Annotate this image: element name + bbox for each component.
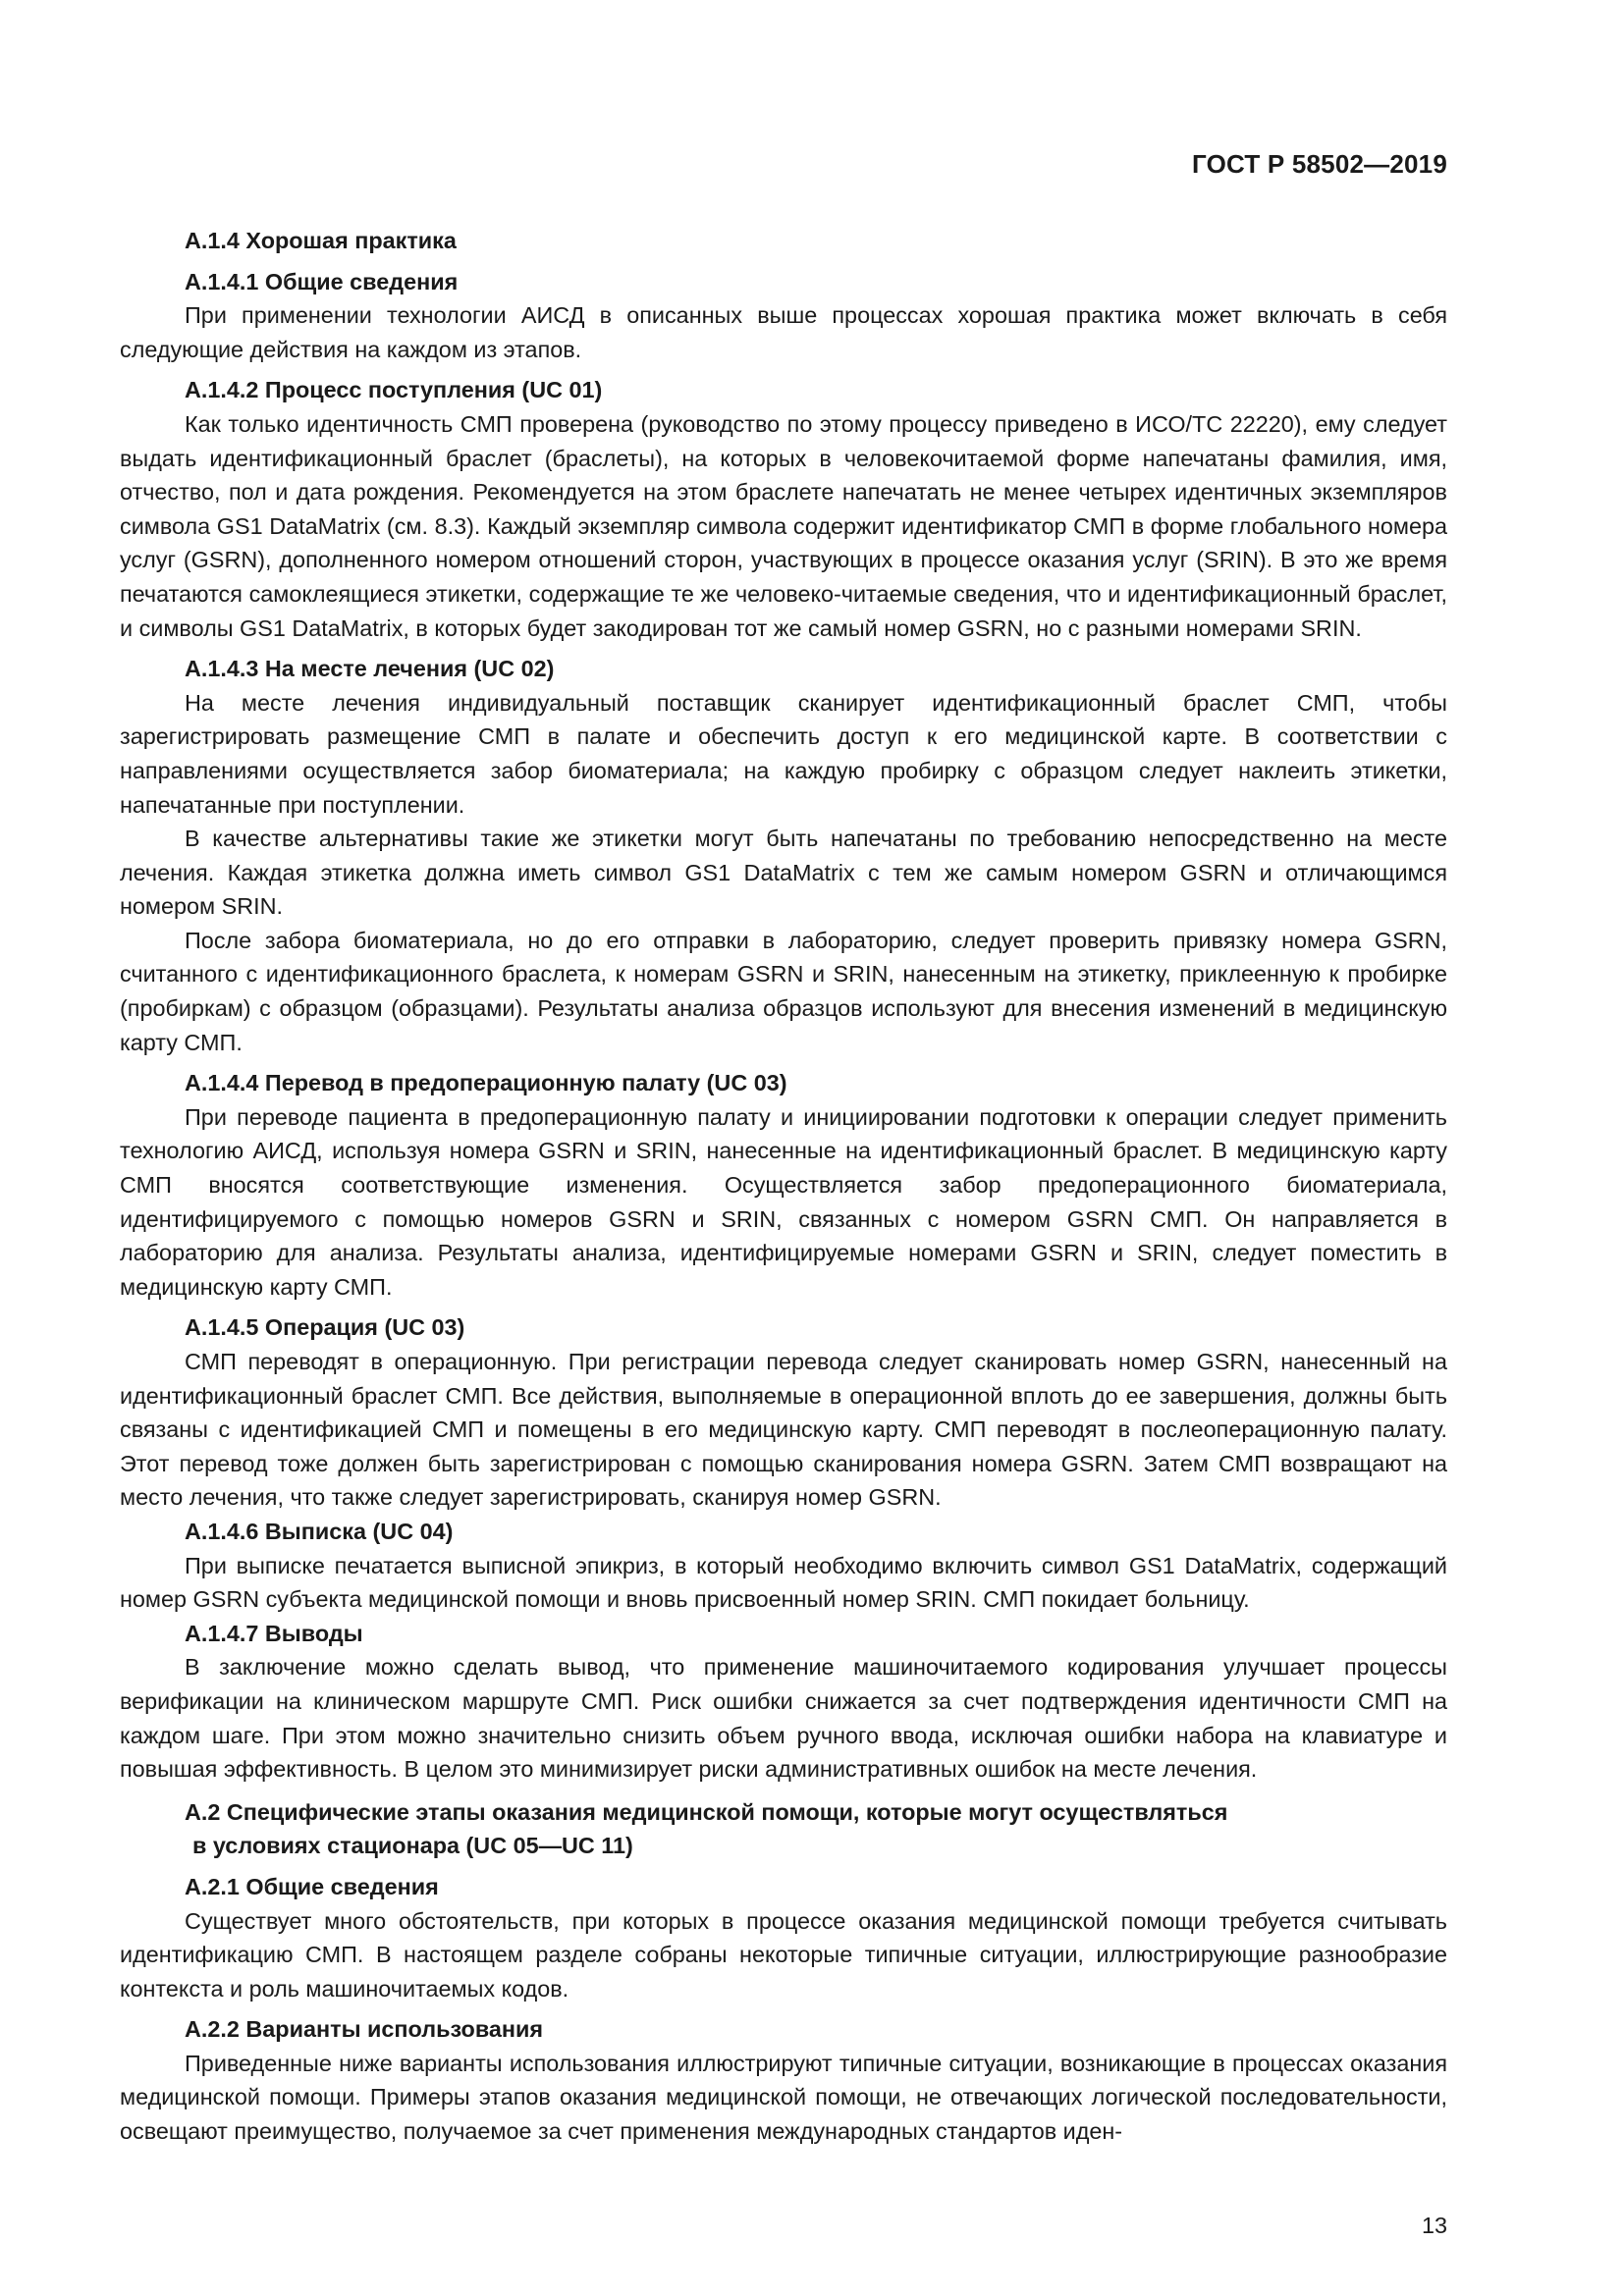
body-paragraph: Как только идентичность СМП проверена (руководство по этому процессу приведено в ИСО/ТС 22220), ему следует выдать идентификационный браслет (браслеты), на которых в человекочитаемой форме напечатаны фамилия, имя, отчество, пол и дата рождения. Рекомендуется на этом браслете напечатать не менее четырех идентичных экземпляров символа GS1 DataMatrix (см. 8.3). Каждый экземпляр символа содержит идентификатор СМП в форме глобального номера услуг (GSRN), дополненного номером отношений сторон, участвующих в процессе оказания услуг (SRIN). В это же время печатаются самоклеящиеся этикетки, содержащие те же человеко-читаемые сведения, что и идентификационный браслет, и символы GS1 DataMatrix, в которых будет закодирован тот же самый номер GSRN, но с разными номерами SRIN.	[120, 410, 1447, 641]
document-body	[120, 224, 1447, 2149]
body-paragraph: Существует много обстоятельств, при которых в процессе оказания медицинской помощи требуется считывать идентификацию СМП. В настоящем разделе собраны некоторые типичные ситуации, иллюстрирующие разнообразие контекста и роль машиночитаемых кодов.	[120, 1907, 1447, 2002]
body-paragraph: При применении технологии АИСД в описанных выше процессах хорошая практика может включать в себя следующие действия на каждом из этапов.	[120, 302, 1447, 362]
section-heading: А.1.4.7 Выводы	[185, 1620, 363, 1646]
body-paragraph: При выписке печатается выписной эпикриз, в который необходимо включить символ GS1 DataMatrix, содержащий номер GSRN субъекта медицинской помощи и вновь присвоенный номер SRIN. СМП покидает больницу.	[120, 1552, 1447, 1613]
section-heading: А.2.2 Варианты использования	[185, 2016, 544, 2043]
section-heading: А.1.4.2 Процесс поступления (UC 01)	[185, 377, 603, 403]
body-paragraph: Приведенные ниже варианты использования иллюстрируют типичные ситуации, возникающие в процессах оказания медицинской помощи. Примеры этапов оказания медицинской помощи, не отвечающих логической последовательности, освещают преимущество, получаемое за счет применения международных стандартов иден-	[120, 2050, 1447, 2145]
body-paragraph: СМП переводят в операционную. При регистрации перевода следует сканировать номер GSRN, нанесенный на идентификационный браслет СМП. Все действия, выполняемые в операционной вплоть до ее завершения, должны быть связаны с идентификацией СМП и помещены в его медицинскую карту. СМП переводят в послеоперационную палату. Этот перевод тоже должен быть зарегистрирован с помощью сканирования номера GSRN. Затем СМП возвращают на место лечения, что также следует зарегистрировать, сканируя номер GSRN.	[120, 1349, 1447, 1511]
body-paragraph: В качестве альтернативы такие же этикетки могут быть напечатаны по требованию непосредственно на месте лечения. Каждая этикетка должна иметь символ GS1 DataMatrix с тем же самым номером GSRN и отличающимся номером SRIN.	[120, 826, 1447, 920]
major-heading-line-1: А.2 Специфические этапы оказания медицинской помощи, которые могут осуществляться	[185, 1798, 1228, 1825]
page-number: 13	[1421, 2213, 1447, 2238]
body-paragraph: После забора биоматериала, но до его отправки в лабораторию, следует проверить привязку номера GSRN, считанного с идентификационного браслета, к номерам GSRN и SRIN, нанесенным на этикетку, приклеенную к пробирке (пробиркам) с образцом (образцами). Результаты анализа образцов используют для внесения изменений в медицинскую карту СМП.	[120, 927, 1447, 1055]
section-heading: А.1.4.1 Общие сведения	[185, 268, 459, 294]
document-standard-code: ГОСТ Р 58502—2019	[1192, 149, 1447, 179]
body-paragraph: При переводе пациента в предоперационную палату и инициировании подготовки к операции следует применить технологию АИСД, используя номера GSRN и SRIN, нанесенные на идентификационный браслет. В медицинскую карту СМП вносятся соответствующие изменения. Осуществляется забор предоперационного биоматериала, идентифицируемого с помощью номеров GSRN и SRIN, связанных с номером GSRN СМП. Он направляется в лабораторию для анализа. Результаты анализа, идентифицируемые номерами GSRN и SRIN, следует поместить в медицинскую карту СМП.	[120, 1103, 1447, 1300]
section-heading: А.1.4.5 Операция (UC 03)	[185, 1314, 465, 1341]
section-heading: А.1.4.6 Выписка (UC 04)	[185, 1518, 454, 1544]
section-heading: А.1.4.4 Перевод в предоперационную палату (UC 03)	[185, 1070, 787, 1096]
section-heading: А.1.4 Хорошая практика	[185, 228, 457, 253]
major-section-heading	[120, 1795, 1447, 1863]
section-heading: А.1.4.3 На месте лечения (UC 02)	[185, 656, 555, 682]
body-paragraph: На месте лечения индивидуальный поставщик сканирует идентификационный браслет СМП, чтобы зарегистрировать размещение СМП в палате и обеспечить доступ к его медицинской карте. В соответствии с направлениями осуществляется забор биоматериала; на каждую пробирку с образцом следует наклеить этикетки, напечатанные при поступлении.	[120, 689, 1447, 818]
section-heading: А.2.1 Общие сведения	[185, 1873, 439, 1899]
major-heading-line-2: в условиях стационара (UC 05—UC 11)	[192, 1833, 633, 1859]
body-paragraph: В заключение можно сделать вывод, что применение машиночитаемого кодирования улучшает процессы верификации на клиническом маршруте СМП. Риск ошибки снижается за счет подтверждения идентичности СМП на каждом шаге. При этом можно значительно снизить объем ручного ввода, исключая ошибки набора на клавиатуре и повышая эффективность. В целом это минимизирует риски административных ошибок на месте лечения.	[120, 1654, 1447, 1783]
